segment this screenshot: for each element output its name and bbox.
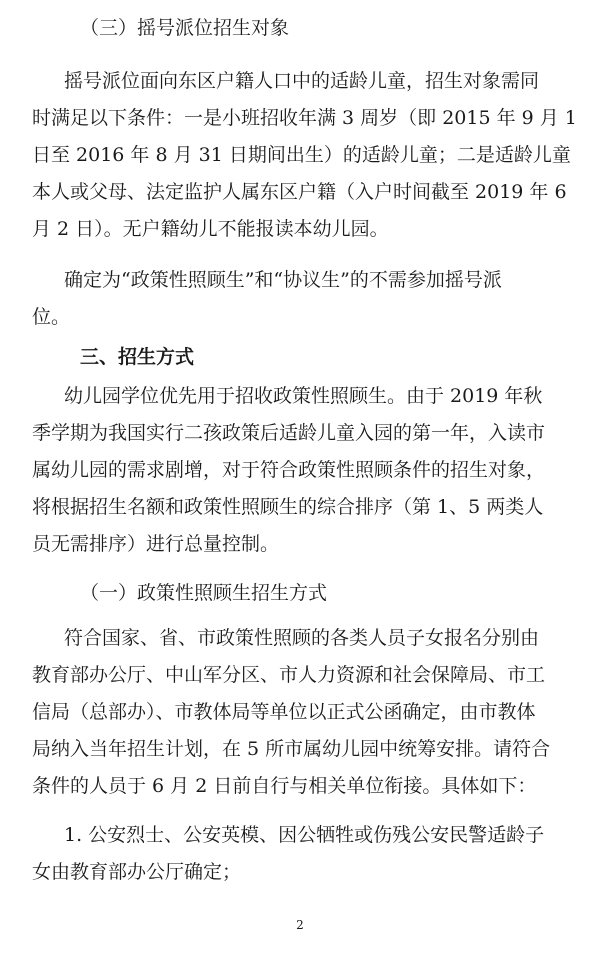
part3-para1-line2: 季学期为我国实行二孩政策后适龄儿童入园的第一年，入读市: [32, 422, 546, 444]
section3-para2-line2: 位。: [32, 306, 71, 328]
sub1-para1-line3: 信局（总部办）、市教体局等单位以正式公函确定，由市教体: [32, 701, 536, 723]
sub1-para1-line2: 教育部办公厅、中山军分区、市人力资源和社会保障局、市工: [32, 664, 546, 686]
sub1-para1-line5: 条件的人员于 6 月 2 日前自行与相关单位衔接。具体如下：: [32, 775, 537, 797]
section3-para1-line3: 日至 2016 年 8 月 31 日期间出生）的适龄儿童；二是适龄儿童: [32, 144, 571, 166]
part3-heading: 三、招生方式: [80, 346, 195, 368]
section3-para1-line1: 摇号派位面向东区户籍人口中的适龄儿童，招生对象需同: [64, 70, 540, 92]
part3-para1-line3: 属幼儿园的需求剧增，对于符合政策性照顾条件的招生对象，: [32, 459, 546, 481]
page-number: 2: [296, 918, 304, 932]
part3-para1-line4: 将根据招生名额和政策性照顾生的综合排序（第 1、5 两类人: [32, 496, 544, 518]
section3-para1-line4: 本人或父母、法定监护人属东区户籍（入户时间截至 2019 年 6: [32, 181, 567, 203]
sub1-para1-line4: 局纳入当年招生计划，在 5 所市属幼儿园中统筹安排。请符合: [32, 738, 551, 760]
item1-line1: 1. 公安烈士、公安英模、因公牺牲或伤残公安民警适龄子: [64, 824, 545, 846]
section3-para1-line5: 月 2 日）。无户籍幼儿不能报读本幼儿园。: [32, 218, 389, 240]
sub1-para1-line1: 符合国家、省、市政策性照顾的各类人员子女报名分别由: [64, 627, 540, 649]
section3-heading: （三）摇号派位招生对象: [80, 17, 290, 39]
section3-para1-line2: 时满足以下条件：一是小班招收年满 3 周岁（即 2015 年 9 月 1: [32, 107, 577, 129]
part3-para1-line1: 幼儿园学位优先用于招收政策性照顾生。由于 2019 年秋: [64, 385, 543, 407]
part3-para1-line5: 员无需排序）进行总量控制。: [32, 533, 280, 555]
section3-para2-line1: 确定为“政策性照顾生”和“协议生”的不需参加摇号派: [64, 269, 502, 291]
sub1-heading: （一）政策性照顾生招生方式: [80, 582, 328, 604]
item1-line2: 女由教育部办公厅确定；: [32, 861, 242, 883]
